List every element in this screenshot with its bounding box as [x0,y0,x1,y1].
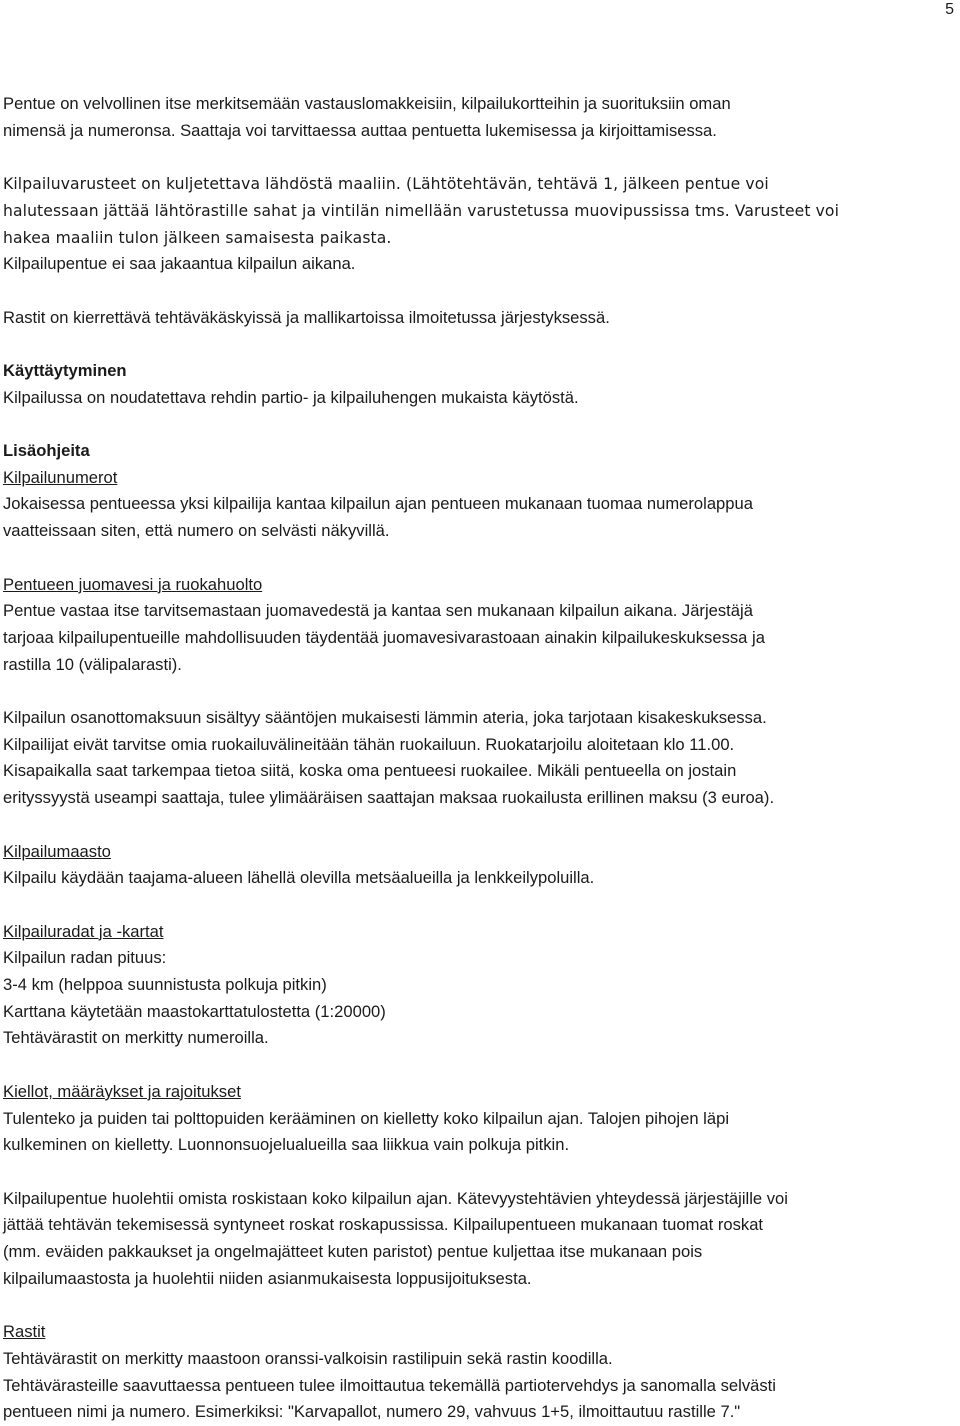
section-rules [3,1079,953,1159]
text-line: Kilpailupentue ei saa jakaantua kilpailun aikana. [3,254,356,274]
text-line: vaatteissaan siten, että numero on selvästi näkyvillä. [3,521,390,541]
text-line: erityssyystä useampi saattaja, tulee ylimääräisen saattajan maksaa ruokailusta erillinen maksu (3 euroa). [3,788,775,808]
section-heading: Lisäohjeita [3,441,90,461]
paragraph-meal [3,705,953,812]
text-line: Rastit on kierrettävä tehtäväkäskyissä ja mallikartoissa ilmoitetussa järjestyksessä. [3,307,610,327]
section-controls [3,1319,953,1426]
text-line: Kilpailijat eivät tarvitse omia ruokailuvälineitään tähän ruokailuun. Ruokatarjoilu aloitetaan klo 11.00. [3,734,735,754]
text-line: halutessaan jättää lähtörastille sahat ja vintilän nimellään varustetussa muovipussissa tms. Varusteet voi [3,201,840,220]
subsection-heading: Kilpailuradat ja -kartat [3,921,164,941]
paragraph-equipment [3,171,953,251]
subsection-heading: Rastit [3,1322,46,1342]
page-number: 5 [945,1,954,18]
paragraph-waste [3,1186,953,1293]
paragraph-name-marking [3,91,953,144]
text-line: Pentue on velvollinen itse merkitsemään vastauslomakkeisiin, kilpailukortteihin ja suorituksiin oman [3,94,731,113]
text-line: Pentue vastaa itse tarvitsemastaan juomavedestä ja kantaa sen mukanaan kilpailun aikana. Järjestäjä [3,601,753,621]
subsection-heading: Kiellot, määräykset ja rajoitukset [3,1081,241,1101]
text-line: nimensä ja numeronsa. Saattaja voi tarvittaessa auttaa pentuetta lukemisessa ja kirjoittamisessa. [3,120,717,140]
subsection-heading: Kilpailumaasto [3,841,111,861]
section-behaviour [3,358,953,411]
document-body [3,91,953,1426]
paragraph-control-order [3,305,953,332]
section-tracks-maps [3,919,953,1053]
text-line: tarjoaa kilpailupentueille mahdollisuuden täydentää juomavesivarastoaan ainakin kilpailukeskuksessa ja [3,627,765,647]
text-line: Kilpailussa on noudatettava rehdin partio- ja kilpailuhengen mukaista käytöstä. [3,387,579,407]
subsection-heading: Pentueen juomavesi ja ruokahuolto [3,574,263,594]
text-line: jättää tehtävän tekemisessä syntyneet roskat roskapussissa. Kilpailupentueen mukanaan tuomat roskat [3,1215,764,1235]
text-line: Kilpailu käydään taajama-alueen lähellä olevilla metsäalueilla ja lenkkeilypoluilla. [3,868,595,888]
text-line: (mm. eväiden pakkaukset ja ongelmajätteet kuten paristot) pentue kuljettaa itse mukanaan pois [3,1242,703,1262]
text-line: Karttana käytetään maastokarttatulostetta (1:20000) [3,1001,386,1021]
text-line: Kisapaikalla saat tarkempaa tietoa siitä, koska oma pentueesi ruokailee. Mikäli pentueella on jostain [3,761,737,781]
text-line: pentueen nimi ja numero. Esimerkiksi: "Karvapallot, numero 29, vahvuus 1+5, ilmoittautuu rastille 7." [3,1402,741,1422]
text-line: Kilpailuvarusteet on kuljetettava lähdöstä maaliin. (Lähtötehtävän, tehtävä 1, jälkeen pentue voi [3,175,769,194]
text-line: Kilpailupentue huolehtii omista roskistaan koko kilpailun ajan. Kätevyystehtävien yhteydessä järjestäjille voi [3,1188,788,1208]
paragraph-team-together [3,251,953,278]
section-heading: Käyttäytyminen [3,360,127,380]
text-line: hakea maaliin tulon jälkeen samaisesta paikasta. [3,228,392,247]
text-line: Tulenteko ja puiden tai polttopuiden kerääminen on kielletty koko kilpailun ajan. Talojen pihojen läpi [3,1108,729,1128]
text-line: rastilla 10 (välipalarasti). [3,654,182,674]
text-line: Tehtävärastit on merkitty maastoon oranssi-valkoisin rastilipuin sekä rastin koodilla. [3,1348,613,1368]
section-water-food [3,572,953,679]
text-line: Jokaisessa pentueessa yksi kilpailija kantaa kilpailun ajan pentueen mukanaan tuomaa numerolappua [3,494,753,514]
text-line: Tehtävärastit on merkitty numeroilla. [3,1028,269,1048]
text-line: Kilpailun radan pituus: [3,948,167,968]
section-additional-instructions [3,438,953,545]
text-line: kilpailumaastosta ja huolehtii niiden asianmukaisesta loppusijoituksesta. [3,1268,532,1288]
text-line: Tehtävärasteille saavuttaessa pentueen tulee ilmoittautua tekemällä partiotervehdys ja sanomalla selvästi [3,1375,776,1395]
text-line: Kilpailun osanottomaksuun sisältyy sääntöjen mukaisesti lämmin ateria, joka tarjotaan kisakeskuksessa. [3,708,767,728]
text-line: kulkeminen on kielletty. Luonnonsuojelualueilla saa liikkua vain polkuja pitkin. [3,1135,570,1155]
text-line: 3-4 km (helppoa suunnistusta polkuja pitkin) [3,975,327,995]
subsection-heading: Kilpailunumerot [3,467,118,487]
section-terrain [3,839,953,892]
